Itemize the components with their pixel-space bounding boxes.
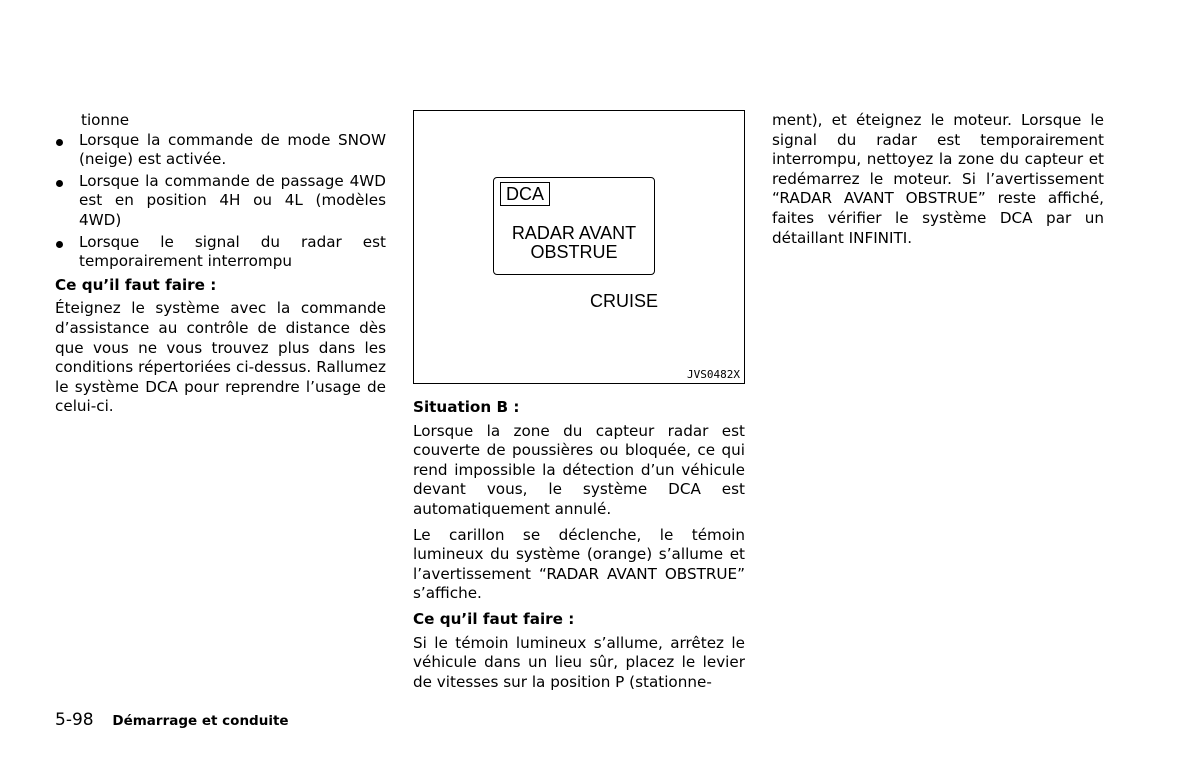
body-paragraph: Le carillon se déclenche, le témoin lumineux du système (orange) s’allume et l’avertissement “RADAR AVANT OBSTRUE” s’affiche. [413,525,745,603]
list-item [55,172,386,231]
dca-badge: DCA [500,182,550,206]
bullet-icon [56,241,63,248]
list-item [55,131,386,170]
list-item-text: Lorsque la commande de mode SNOW (neige) est activée. [79,130,386,169]
body-paragraph: Éteignez le système avec la commande d’assistance au contrôle de distance dès que vous ne vous trouvez plus dans les conditions répertoriées ci-dessus. Rallumez le système DCA pour reprendre l’usage de celui-ci. [55,299,386,416]
warning-message [494,224,654,262]
dca-warning-figure [413,110,745,384]
list-item-text: Lorsque la commande de passage 4WD est en position 4H ou 4L (modèles 4WD) [79,171,386,229]
continued-text: tionne [81,111,130,129]
warning-message-line2: OBSTRUE [530,242,618,262]
right-column [772,111,1104,254]
list-item-text: Lorsque le signal du radar est temporairement interrompu [79,232,386,271]
warning-message-line1: RADAR AVANT [511,223,637,243]
body-paragraph: Si le témoin lumineux s’allume, arrêtez le véhicule dans un lieu sûr, placez le levier de vitesses sur la position P (stationne- [413,633,745,691]
body-paragraph: Lorsque la zone du capteur radar est couverte de poussières ou bloquée, ce qui rend impossible la détection d’un véhicule devant vous, le système DCA est automatiquement annulé. [413,421,745,518]
middle-column [413,398,745,698]
section-heading: Ce qu’il faut faire : [413,609,575,628]
list-item [55,233,386,272]
section-heading: Ce qu’il faut faire : [55,275,217,294]
cruise-indicator: CRUISE [590,291,659,311]
display-screen [493,177,655,275]
body-paragraph: ment), et éteignez le moteur. Lorsque le signal du radar est temporairement interrompu, nettoyez la zone du capteur et redémarrez le moteur. Si l’avertissement “RADAR AVANT OBSTRUE” reste affiché, faites vérifier le système DCA par un détaillant INFINITI. [772,111,1104,247]
section-heading: Situation B : [413,398,520,416]
page-number: 5-98 [55,710,94,730]
figure-code: JVS0482X [687,368,740,381]
left-column [55,111,386,423]
bullet-icon [56,180,63,187]
bullet-icon [56,139,63,146]
page-footer [55,710,289,730]
condition-list [55,131,386,272]
section-title: Démarrage et conduite [112,713,289,729]
